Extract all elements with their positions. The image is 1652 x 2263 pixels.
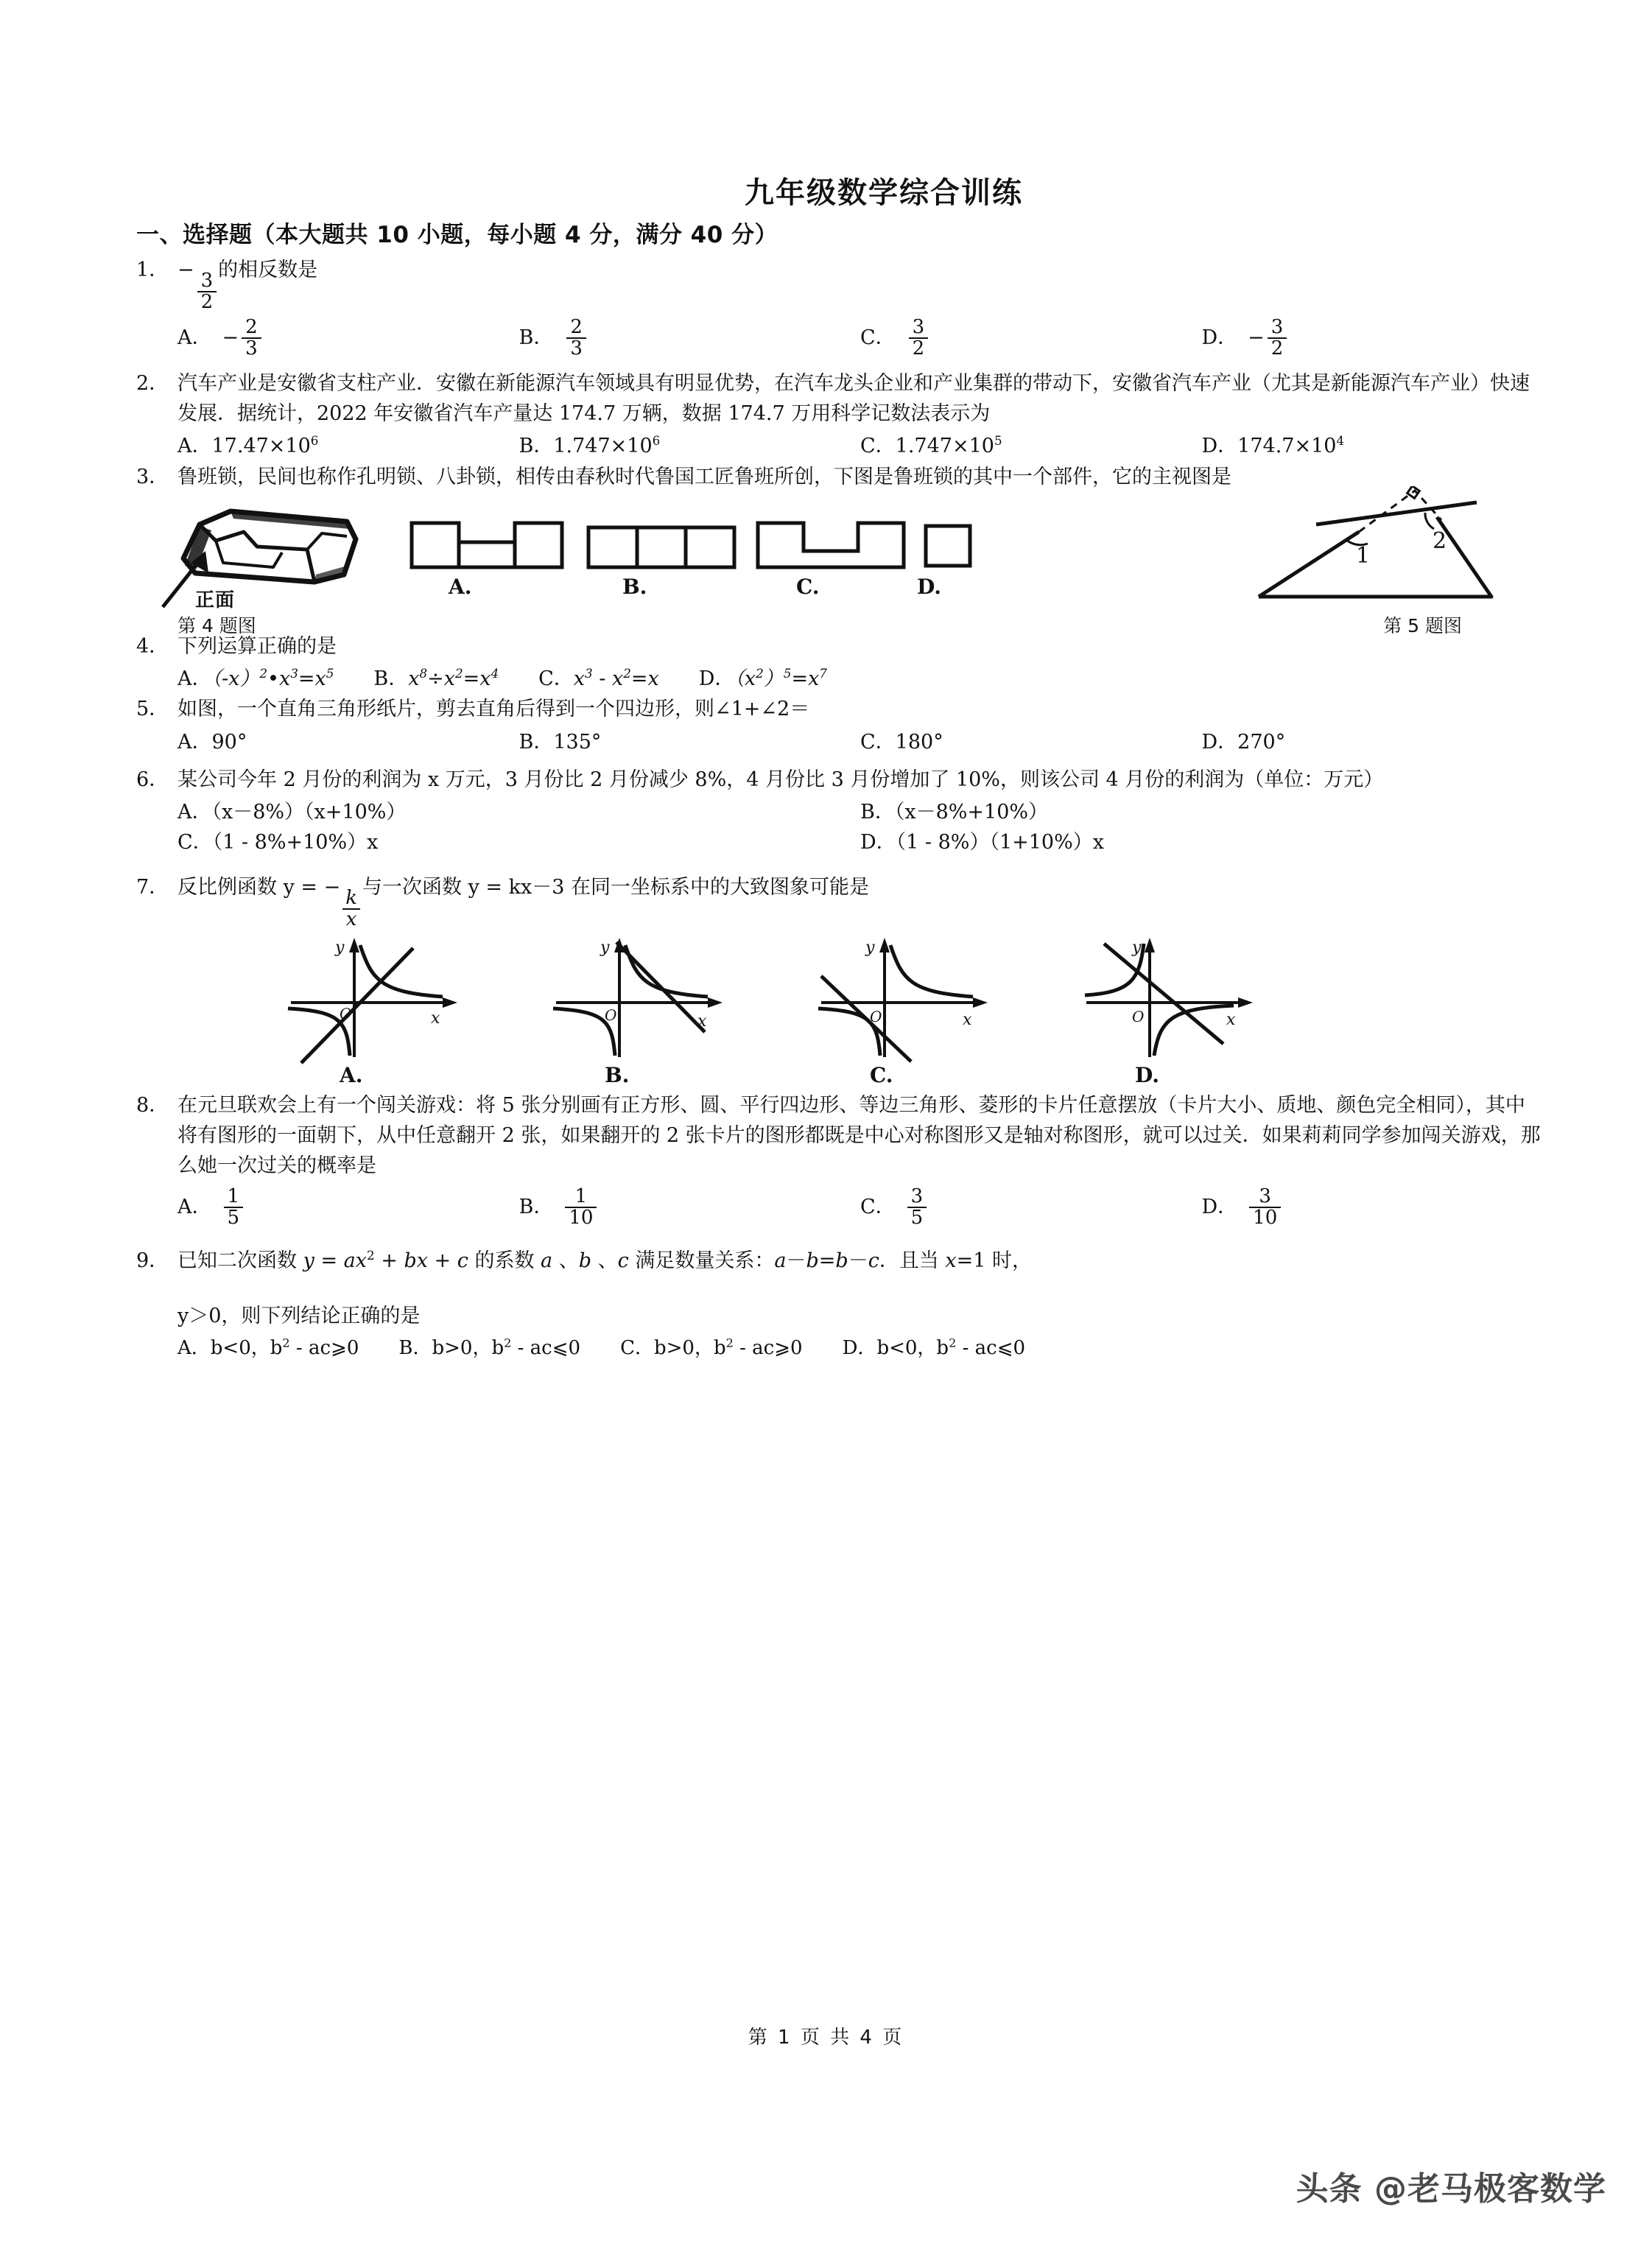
view-label-c: C.: [796, 574, 820, 599]
option-fraction: [565, 1187, 597, 1227]
fraction-denominator: x: [342, 908, 361, 930]
option-text: （1 - 8%+10%）x: [212, 830, 379, 854]
option-expr: $(x^2)^5=x^7$: [734, 665, 827, 690]
option-label: B．: [519, 435, 554, 458]
option-label: D．: [860, 830, 896, 854]
option-d[interactable]: [1202, 317, 1544, 358]
option-label: C．: [860, 730, 896, 754]
question-9-options: [136, 1334, 1543, 1363]
page-title: 九年级数学综合训练: [745, 176, 1023, 210]
option-d[interactable]: [1202, 728, 1544, 758]
question-6-options-row2: [136, 828, 1543, 858]
option-text: 17.47×10: [211, 435, 311, 458]
fraction-numerator: 3: [910, 1185, 924, 1208]
x-axis-label: x: [963, 1011, 972, 1030]
option-label: B．: [373, 667, 409, 690]
option-text: 90°: [211, 730, 247, 754]
x-axis-label: x: [697, 1012, 707, 1031]
figure-caption-q4: 第 4 题图: [177, 614, 256, 636]
option-b[interactable]: [373, 664, 499, 695]
question-8-options: [136, 1184, 1543, 1230]
question-stem-line-1: 已知二次函数 $y = ax^2$ + bx + c 的系数 a 、b 、c 满足数量关系：a－b=b－c．且当 x=1 时，: [177, 1247, 1033, 1272]
y-axis-label: y: [865, 938, 875, 958]
q1-fraction: [197, 271, 217, 312]
question-stem: 下列运算正确的是: [177, 634, 337, 658]
option-text: 174.7×10: [1237, 435, 1337, 458]
page-content: [136, 169, 1543, 1363]
option-c[interactable]: [860, 1187, 1202, 1227]
option-fraction: [909, 317, 929, 358]
option-d[interactable]: [843, 1334, 1025, 1363]
question-number: 3．: [136, 465, 169, 488]
option-label: D．: [1201, 435, 1238, 458]
graph-label-d: D.: [1135, 1063, 1160, 1088]
question-stem: 某公司今年 2 月份的利润为 x 万元，3 月份比 2 月份减少 8%，4 月份比 3 月份增加了 10%，则该公司 4 月份的利润为（单位：万元）: [177, 768, 1384, 792]
question-1: [136, 255, 1543, 312]
option-label: B．: [519, 1195, 554, 1218]
option-label: C．: [620, 1336, 654, 1359]
graph-label-c: C.: [870, 1063, 893, 1088]
cut-triangle-figure: [1248, 486, 1550, 611]
option-label: A．: [177, 801, 212, 824]
option-expr: $x^8\div x^2=x^4$: [408, 665, 499, 690]
fraction-denominator: 2: [1268, 337, 1287, 359]
fraction-denominator: 5: [907, 1207, 927, 1228]
graph-option-c: [814, 932, 998, 1064]
option-expr: b>0，$b^2$ - ac⩾0: [653, 1335, 803, 1359]
q1-negative-sign: −: [177, 259, 194, 281]
question-5-options: [136, 728, 1543, 758]
fraction-numerator: 1: [227, 1185, 240, 1208]
q7-stem-head: 反比例函数 y = −: [177, 876, 341, 899]
y-axis-label: y: [600, 938, 610, 958]
fraction-numerator: k: [345, 887, 358, 910]
q1-stem-tail: 的相反数是: [218, 259, 318, 281]
option-fraction: [1268, 317, 1287, 358]
option-label: A．: [177, 730, 212, 754]
view-option-d-shape: [915, 516, 982, 575]
question-number: 1．: [136, 259, 169, 281]
fraction-denominator: 2: [197, 291, 217, 312]
option-a[interactable]: [177, 1334, 359, 1363]
fraction-numerator: 3: [1259, 1185, 1271, 1208]
option-expr: b<0，$b^2$ - ac⩽0: [876, 1335, 1026, 1359]
option-text: 1.747×10: [895, 435, 994, 458]
option-sign: −: [222, 326, 239, 349]
origin-label: O: [605, 1006, 617, 1025]
origin-label: O: [340, 1005, 352, 1023]
option-label: A．: [177, 1195, 212, 1218]
figure-caption-q5: 第 5 题图: [1383, 614, 1462, 636]
option-text: （x－8%）（x+10%）: [211, 801, 407, 824]
option-label: A．: [177, 435, 212, 458]
option-text: （1 - 8%）（1+10%）x: [896, 830, 1104, 854]
option-text: 135°: [553, 730, 602, 754]
option-label: B．: [519, 326, 554, 349]
option-label: C．: [538, 667, 574, 690]
fraction-numerator: 2: [570, 316, 583, 339]
option-label: C．: [860, 326, 896, 349]
fraction-denominator: 10: [565, 1207, 597, 1228]
option-a[interactable]: [177, 1187, 519, 1227]
option-label: D．: [1201, 1195, 1238, 1218]
option-c[interactable]: [860, 728, 1202, 758]
option-exponent: 6: [652, 433, 661, 449]
question-6-options-row1: [136, 798, 1543, 828]
option-expr: b<0，$b^2$ - ac⩾0: [210, 1335, 359, 1359]
q7-stem-tail: 与一次函数 y = kx－3 在同一坐标系中的大致图象可能是: [362, 876, 869, 899]
option-label: D．: [1201, 326, 1238, 349]
option-b[interactable]: [860, 798, 1543, 828]
view-option-b-shape: [586, 516, 740, 575]
question-9: [136, 1246, 1543, 1331]
option-expr: $(-x)^2•x^3=x^5$: [211, 665, 334, 690]
question-stem: [136, 255, 1543, 312]
option-label: A．: [177, 1336, 211, 1359]
fraction-numerator: 3: [912, 316, 925, 339]
section-heading: 一、选择题（本大题共 10 小题，每小题 4 分，满分 40 分）: [136, 222, 778, 248]
fraction-numerator: 2: [245, 316, 258, 339]
option-exponent: 5: [994, 433, 1002, 449]
option-label: B．: [398, 1336, 432, 1359]
option-exponent: 6: [310, 433, 319, 449]
question-number: 4．: [136, 634, 169, 658]
option-fraction: [907, 1187, 927, 1227]
question-number: 5．: [136, 698, 169, 721]
fraction-numerator: 1: [574, 1185, 588, 1208]
graph-label-a: A.: [340, 1063, 363, 1088]
question-2: [136, 368, 1543, 429]
question-4: [136, 631, 1543, 662]
option-sign: −: [1248, 326, 1265, 349]
option-d[interactable]: [1202, 432, 1544, 462]
angle-1-label: 1: [1356, 542, 1371, 569]
option-c[interactable]: [620, 1334, 803, 1363]
q7-fraction: [342, 888, 361, 929]
option-label: B．: [519, 730, 554, 754]
question-number: 8．: [136, 1094, 169, 1118]
option-d[interactable]: [860, 828, 1543, 858]
option-b[interactable]: [519, 1187, 861, 1227]
question-number: 2．: [136, 372, 169, 396]
option-text: 180°: [895, 730, 943, 754]
option-label: D．: [1201, 730, 1238, 754]
option-a[interactable]: [177, 664, 334, 695]
question-8: [136, 1090, 1543, 1181]
question-5: [136, 694, 1543, 724]
option-text: （x－8%+10%）: [894, 801, 1049, 824]
option-fraction: [224, 1187, 244, 1227]
question-stem: 在元旦联欢会上有一个闯关游戏：将 5 张分别画有正方形、圆、平行四边形、等边三角形、菱形的卡片任意摆放（卡片大小、质地、颜色完全相同），其中将有图形的一面朝下，从中任意翻开 2 张，如果翻开的 2 张卡片的图形都既是中心对称图形又是轴对称图形，就可以过关．如果莉莉同学参加闯关游戏，那么她一次过关的概率是: [177, 1094, 1541, 1178]
option-b[interactable]: [398, 1334, 580, 1363]
question-stem: 如图，一个直角三角形纸片，剪去直角后得到一个四边形，则∠1+∠2＝: [177, 698, 810, 721]
view-option-c-shape: [755, 516, 910, 575]
y-axis-label: y: [335, 938, 345, 958]
option-a[interactable]: [177, 728, 519, 758]
option-fraction: [242, 317, 261, 358]
graph-label-b: B.: [605, 1063, 630, 1088]
option-b[interactable]: [519, 432, 861, 462]
option-fraction: [1249, 1187, 1281, 1227]
question-6: [136, 765, 1543, 795]
question-stem: 鲁班锁，民间也称作孔明锁、八卦锁，相传由春秋时代鲁国工匠鲁班所创，下图是鲁班锁的其中一个部件，它的主视图是: [177, 465, 1231, 488]
option-c[interactable]: [860, 317, 1202, 358]
view-label-b: B.: [622, 574, 647, 599]
fraction-denominator: 3: [566, 337, 586, 359]
page-footer: 第 1 页 共 4 页: [748, 2027, 904, 2049]
option-c[interactable]: [177, 828, 860, 858]
origin-label: O: [870, 1008, 882, 1026]
fraction-numerator: 3: [200, 270, 214, 292]
watermark: 头条 @老马极客数学: [1296, 2170, 1606, 2208]
fraction-numerator: 3: [1270, 316, 1284, 339]
option-label: D．: [698, 667, 735, 690]
option-b[interactable]: [519, 728, 861, 758]
front-view-label: 正面: [195, 589, 236, 611]
question-stem: 汽车产业是安徽省支柱产业．安徽在新能源汽车领域具有明显优势，在汽车龙头企业和产业集群的带动下，安徽省汽车产业（尤其是新能源汽车产业）快速发展．据统计，2022 年安徽省汽车产量达 174.7 万辆，数据 174.7 万用科学记数法表示为: [177, 372, 1530, 426]
question-number: 9．: [136, 1249, 169, 1272]
option-exponent: 4: [1336, 433, 1345, 449]
graph-option-b: [549, 932, 733, 1064]
question-1-options: [136, 315, 1543, 361]
option-expr: b>0，$b^2$ - ac⩽0: [432, 1335, 581, 1359]
option-text: 1.747×10: [553, 435, 653, 458]
question-number: 7．: [136, 876, 169, 899]
option-label: C．: [177, 830, 213, 854]
fraction-denominator: 2: [909, 337, 929, 359]
option-label: C．: [860, 435, 896, 458]
option-a[interactable]: [177, 317, 519, 358]
option-label: B．: [860, 801, 895, 824]
option-fraction: [566, 317, 586, 358]
option-a[interactable]: [177, 798, 860, 828]
option-label: D．: [842, 1336, 877, 1359]
y-axis-label: y: [1132, 938, 1142, 958]
fraction-denominator: 5: [224, 1207, 244, 1228]
question-7-graph-row: [136, 932, 1543, 1090]
option-a[interactable]: [177, 432, 519, 462]
option-d[interactable]: [1202, 1187, 1544, 1227]
graph-option-a: [284, 932, 468, 1064]
option-label: C．: [860, 1195, 896, 1218]
graph-option-d: [1079, 932, 1263, 1064]
option-label: A．: [177, 326, 212, 349]
option-label: A．: [177, 667, 212, 690]
option-b[interactable]: [519, 317, 861, 358]
fraction-denominator: 10: [1249, 1207, 1281, 1228]
question-3-figure-row: [136, 495, 1543, 636]
question-2-options: [136, 432, 1543, 462]
question-stem-line-2: y＞0，则下列结论正确的是: [177, 1304, 421, 1327]
origin-label: O: [1132, 1008, 1145, 1026]
x-axis-label: x: [1226, 1011, 1236, 1030]
view-label-d: D.: [917, 574, 942, 599]
fraction-denominator: 3: [242, 337, 261, 359]
angle-2-label: 2: [1433, 527, 1447, 554]
question-4-options: [136, 664, 1543, 695]
view-label-a: A.: [449, 574, 472, 599]
option-expr: $x^3 - x^2=x$: [573, 665, 659, 690]
option-d[interactable]: [699, 664, 827, 695]
view-option-a-shape: [409, 516, 571, 575]
option-c[interactable]: [860, 432, 1202, 462]
option-c[interactable]: [538, 664, 659, 695]
question-7: [136, 872, 1543, 929]
x-axis-label: x: [431, 1009, 440, 1028]
question-number: 6．: [136, 768, 169, 792]
option-text: 270°: [1237, 730, 1286, 754]
